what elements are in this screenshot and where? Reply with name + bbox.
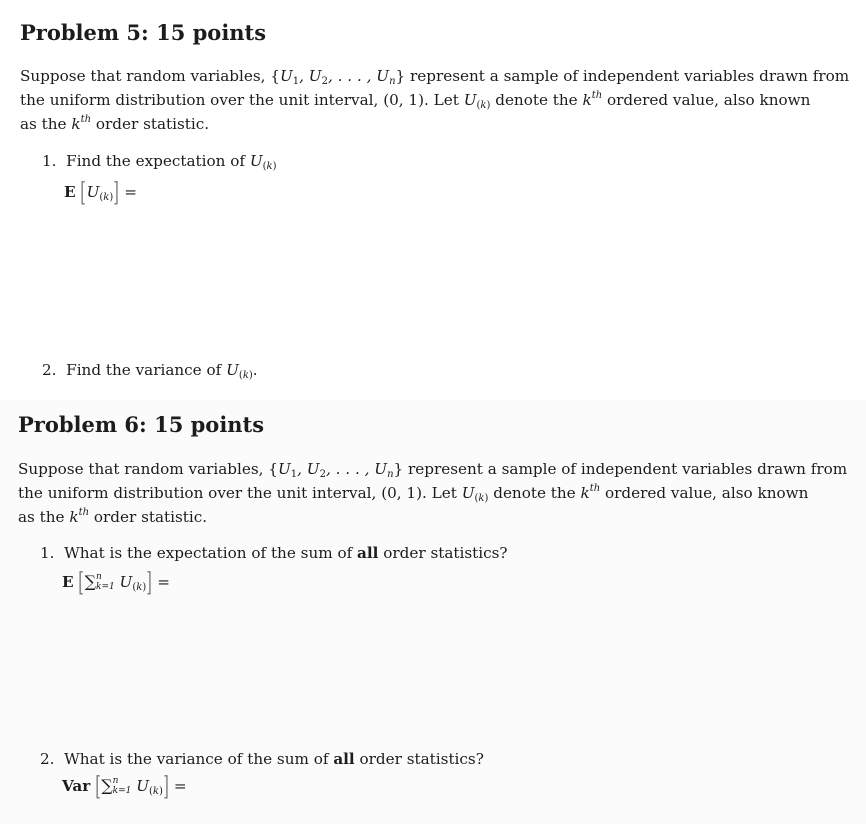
problem-5-section xyxy=(0,0,866,400)
problem-6-intro-line-3: as the $k^{th}$ order statistic. xyxy=(18,507,208,526)
unit-interval: (0, 1) xyxy=(381,484,423,502)
problem-6-question-1: 1. What is the expectation of the sum of all order statistics? xyxy=(40,544,508,562)
problem-5-question-1: 1. Find the expectation of $U_{(k)}$ xyxy=(42,152,277,172)
problem-5-expectation-expression: E $[U_{(k)}]$ = xyxy=(64,178,137,208)
problem-5-intro-line-2: the uniform distribution over the unit interval, (0, 1). Let $U_{(k)}$ denote the $k^{th}$ ordered value, also known xyxy=(20,90,811,111)
problem-5-title: Problem 5: 15 points xyxy=(20,20,267,45)
problem-5-intro-line-1: Suppose that random variables, {$U_1$, $U_2$, . . . , $U_n$} represent a sample of independent variables drawn from xyxy=(20,67,850,87)
order-stat-symbol: $U_{(k)}$ xyxy=(463,91,491,111)
variable-set: {$U_1$, $U_2$, . . . , $U_n$} xyxy=(268,460,404,480)
problem-6-expectation-expression: E [∑ n k=1 $U_{(k)}$] = xyxy=(62,568,170,598)
problem-5-intro-line-3: as the $k^{th}$ order statistic. xyxy=(20,114,210,133)
problem-6-variance-expression: Var [∑ n k=1 $U_{(k)}$] = xyxy=(62,772,187,802)
problem-5-question-2: 2. Find the variance of $U_{(k)}$. xyxy=(42,361,258,381)
problem-6-intro-line-1: Suppose that random variables, {$U_1$, $U_2$, . . . , $U_n$} represent a sample of independent variables drawn from xyxy=(18,460,848,480)
order-stat-symbol: $U_{(k)}$ xyxy=(461,484,489,504)
variable-set: {$U_1$, $U_2$, . . . , $U_n$} xyxy=(270,67,406,87)
problem-6-title: Problem 6: 15 points xyxy=(18,412,265,437)
unit-interval: (0, 1) xyxy=(383,91,425,109)
problem-6-section xyxy=(0,400,866,824)
problem-6-question-2: 2. What is the variance of the sum of all order statistics? xyxy=(40,750,484,768)
problem-6-intro-line-2: the uniform distribution over the unit interval, (0, 1). Let $U_{(k)}$ denote the $k^{th}$ ordered value, also known xyxy=(18,483,809,504)
